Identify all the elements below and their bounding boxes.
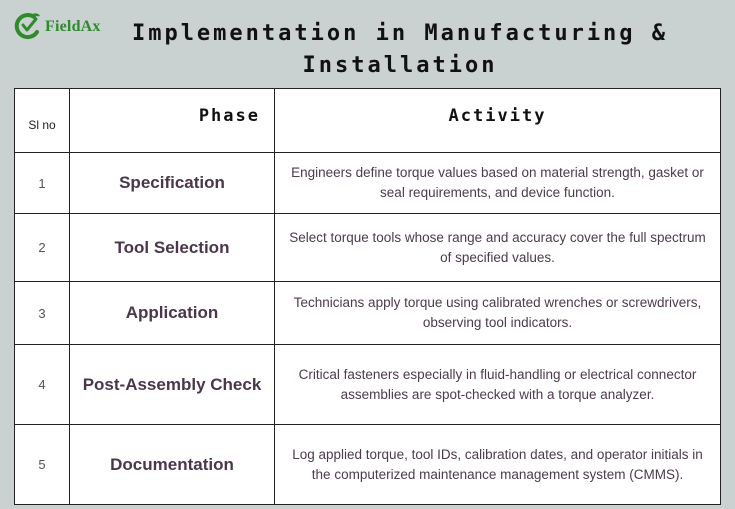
row-sl-no: 2 — [15, 214, 70, 282]
row-phase: Post-Assembly Check — [70, 345, 275, 425]
table-row — [15, 153, 721, 214]
logo — [14, 12, 101, 42]
table-row — [15, 214, 721, 282]
table-header-row — [15, 89, 721, 153]
header-phase: Phase — [70, 89, 275, 153]
table-row — [15, 345, 721, 425]
row-sl-no: 4 — [15, 345, 70, 425]
phase-activity-table — [14, 88, 721, 505]
row-activity: Critical fasteners especially in fluid-handling or electrical connector assemblies are spot-checked with a torque analyzer. — [275, 345, 721, 425]
header-activity: Activity — [275, 89, 721, 153]
row-sl-no: 3 — [15, 282, 70, 345]
row-sl-no: 1 — [15, 153, 70, 214]
row-activity: Log applied torque, tool IDs, calibration dates, and operator initials in the computerized maintenance management system (CMMS). — [275, 425, 721, 505]
table-row — [15, 425, 721, 505]
table-row — [15, 282, 721, 345]
fieldax-logo-icon — [14, 12, 42, 42]
header-sl-no: Sl no — [15, 89, 70, 153]
row-activity: Engineers define torque values based on material strength, gasket or seal requirements, and device function. — [275, 153, 721, 214]
title-line-1: Implementation in Manufacturing & — [131, 21, 669, 46]
row-phase: Documentation — [70, 425, 275, 505]
row-phase: Specification — [70, 153, 275, 214]
row-sl-no: 5 — [15, 425, 70, 505]
row-activity: Technicians apply torque using calibrated wrenches or screwdrivers, observing tool indicators. — [275, 282, 721, 345]
title-line-2: Installation — [302, 53, 498, 78]
page-title — [120, 18, 680, 82]
logo-text: FieldAx — [45, 18, 101, 35]
row-phase: Application — [70, 282, 275, 345]
row-phase: Tool Selection — [70, 214, 275, 282]
row-activity: Select torque tools whose range and accuracy cover the full spectrum of specified values. — [275, 214, 721, 282]
